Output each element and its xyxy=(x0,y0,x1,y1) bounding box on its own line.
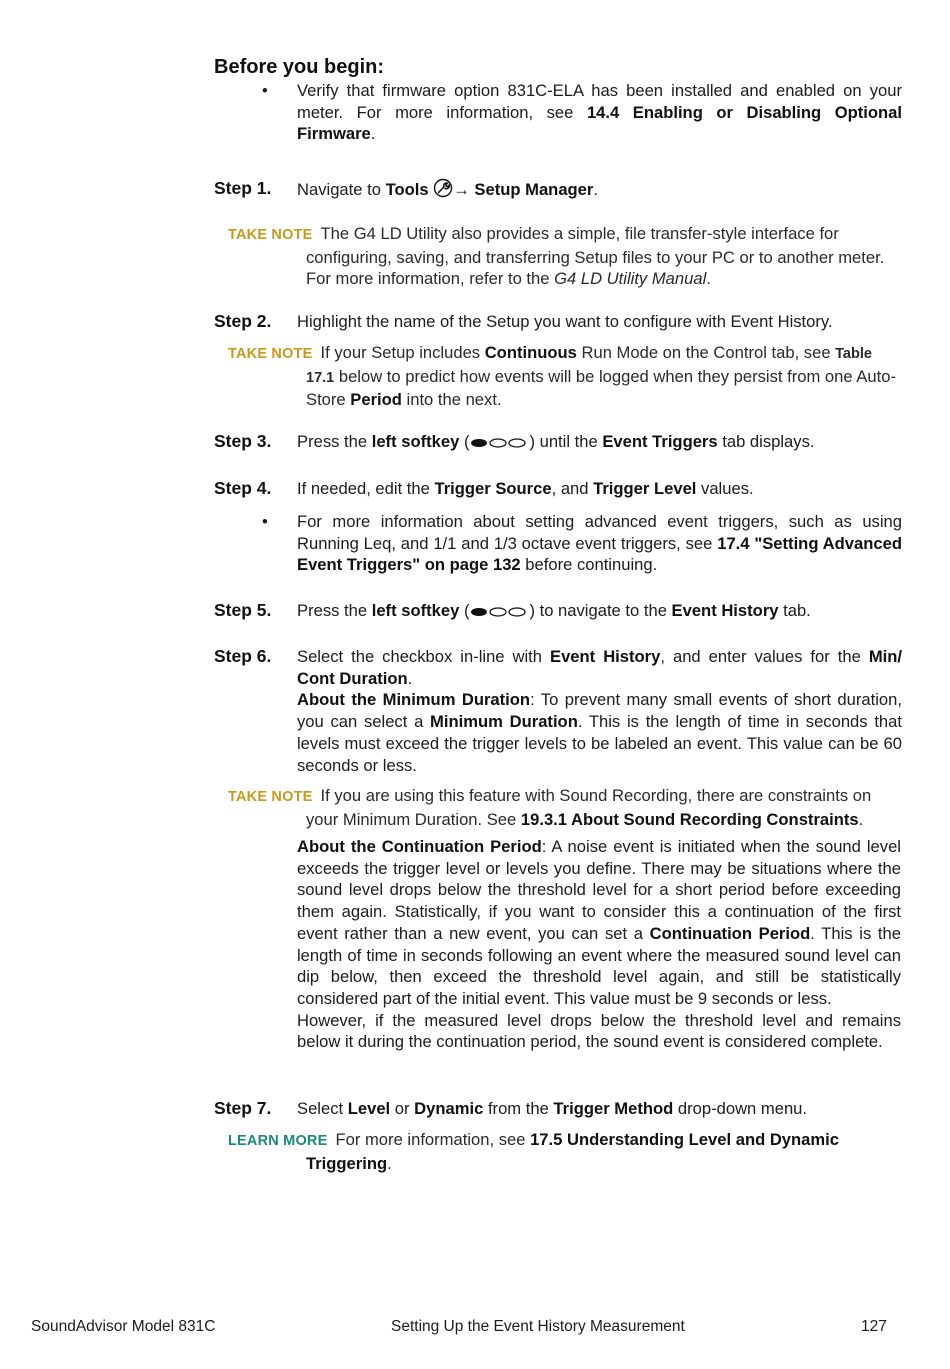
sound-recording-constraints-link[interactable]: 19.3.1 About Sound Recording Constraints xyxy=(520,809,859,829)
triggering-link[interactable]: 17.5 Understanding Level and Dynamic Triggering xyxy=(306,1130,839,1173)
note-text: LEARN MORE For more information, see 17.5 Understanding Level and Dynamic Triggering. xyxy=(228,1130,839,1173)
step-label: Step 5. xyxy=(214,600,272,620)
left-softkey-icon xyxy=(470,432,528,454)
step-text: Press the left softkey ( ) until the Event Triggers tab displays. xyxy=(297,431,902,453)
prerequisite-bullet xyxy=(214,80,902,145)
advanced-triggers-link[interactable]: 17.4 "Setting Advanced Event Triggers" on page 132 xyxy=(297,533,902,575)
step-label: Step 2. xyxy=(214,311,272,331)
table-reference-link[interactable]: Table 17.1 xyxy=(306,346,872,386)
take-note-continuous-mode xyxy=(228,342,903,411)
take-note-tag: TAKE NOTE xyxy=(228,227,313,243)
step-4 xyxy=(214,478,902,500)
step-3 xyxy=(214,431,902,453)
note-text: TAKE NOTE If you are using this feature with Sound Recording, there are constraints on your Minimum Duration. See 19.3.1 About Sound Recording Constraints. xyxy=(228,786,872,829)
step-text: If needed, edit the Trigger Source, and Trigger Level values. xyxy=(297,479,754,498)
before-you-begin-heading: Before you begin: xyxy=(214,56,385,78)
footer-page-number: 127 xyxy=(861,1318,887,1335)
minimum-duration-text: About the Minimum Duration: To prevent many small events of short duration, you can select a Minimum Duration. This is the length of time in seconds that levels must exceed the trigger levels to be labeled an event. This value can be 60 seconds or less. xyxy=(297,690,903,775)
step-label: Step 4. xyxy=(214,478,272,498)
step-label: Step 1. xyxy=(214,178,272,198)
step-text: Press the left softkey ( ) to navigate to the Event History tab. xyxy=(297,600,902,622)
firmware-link[interactable]: 14.4 Enabling or Disabling Optional Firmware xyxy=(297,102,902,144)
step-2 xyxy=(214,311,902,333)
prerequisite-text: Verify that firmware option 831C-ELA has been installed and enabled on your meter. For more information, see 14.4 Enabling or Disabling Optional Firmware. xyxy=(297,81,902,144)
learn-more-triggering xyxy=(228,1129,903,1174)
note-text: TAKE NOTE If your Setup includes Continuous Run Mode on the Control tab, see Table 17.1 below to predict how events will be logged when they persist from one Auto-Store Period into the next. xyxy=(228,343,896,410)
bullet-marker: • xyxy=(262,81,268,100)
bullet-marker: • xyxy=(262,512,268,531)
take-note-sound-recording xyxy=(228,785,903,830)
footer-product-name: SoundAdvisor Model 831C xyxy=(31,1318,216,1335)
step-label: Step 3. xyxy=(214,431,272,451)
step-6 xyxy=(214,646,902,776)
step-label: Step 7. xyxy=(214,1098,272,1118)
wrench-icon xyxy=(433,178,453,204)
left-softkey-icon xyxy=(470,601,528,623)
take-note-tag: TAKE NOTE xyxy=(228,789,313,805)
continuation-complete-text: However, if the measured level drops below the threshold level and remains below it during the continuation period, the sound event is considered complete. xyxy=(297,1010,901,1052)
take-note-g4-utility xyxy=(228,223,903,290)
note-text: TAKE NOTE The G4 LD Utility also provides a simple, file transfer-style interface for configuring, saving, and transferring Setup files to your PC or to another meter. For more information, refer to the G4 LD Utility Manual. xyxy=(228,224,885,289)
bullet-text: For more information about setting advanced event triggers, such as using Running Leq, and 1/1 and 1/3 octave event triggers, see 17.4 "Setting Advanced Event Triggers" on page 132 before continuing. xyxy=(297,512,902,575)
take-note-tag: TAKE NOTE xyxy=(228,346,313,362)
step-text: Select Level or Dynamic from the Trigger Method drop-down menu. xyxy=(297,1099,808,1118)
step-text: Select the checkbox in-line with Event History, and enter values for the Min/ Cont Duration. xyxy=(297,647,903,688)
advanced-triggers-bullet xyxy=(214,511,902,576)
step-1 xyxy=(214,178,902,204)
step-text: Highlight the name of the Setup you want to configure with Event History. xyxy=(297,312,833,331)
step-label: Step 6. xyxy=(214,646,272,666)
learn-more-tag: LEARN MORE xyxy=(228,1133,328,1149)
step-5 xyxy=(214,600,902,622)
continuation-period-text: About the Continuation Period: A noise event is initiated when the sound level exceeds the trigger level or levels you define. There may be situations where the sound level drops below the threshold level for a short period before exceeding them again. Statistically, if you want to consider this a continuation of the first event rather than a new event, you can set a Continuation Period. This is the length of time in seconds following an event where the measured sound level can dip below, then exceed the threshold level again, and still be statistically considered part of the initial event. This value must be 9 seconds or less. However, if the measured level drops below the threshold level and remains below it during the continuation period, the sound event is considered complete. xyxy=(297,837,901,1052)
step-text: Navigate to Tools → Setup Manager. xyxy=(297,178,902,204)
step-7 xyxy=(214,1098,902,1120)
footer-section-title: Setting Up the Event History Measurement xyxy=(391,1318,685,1335)
